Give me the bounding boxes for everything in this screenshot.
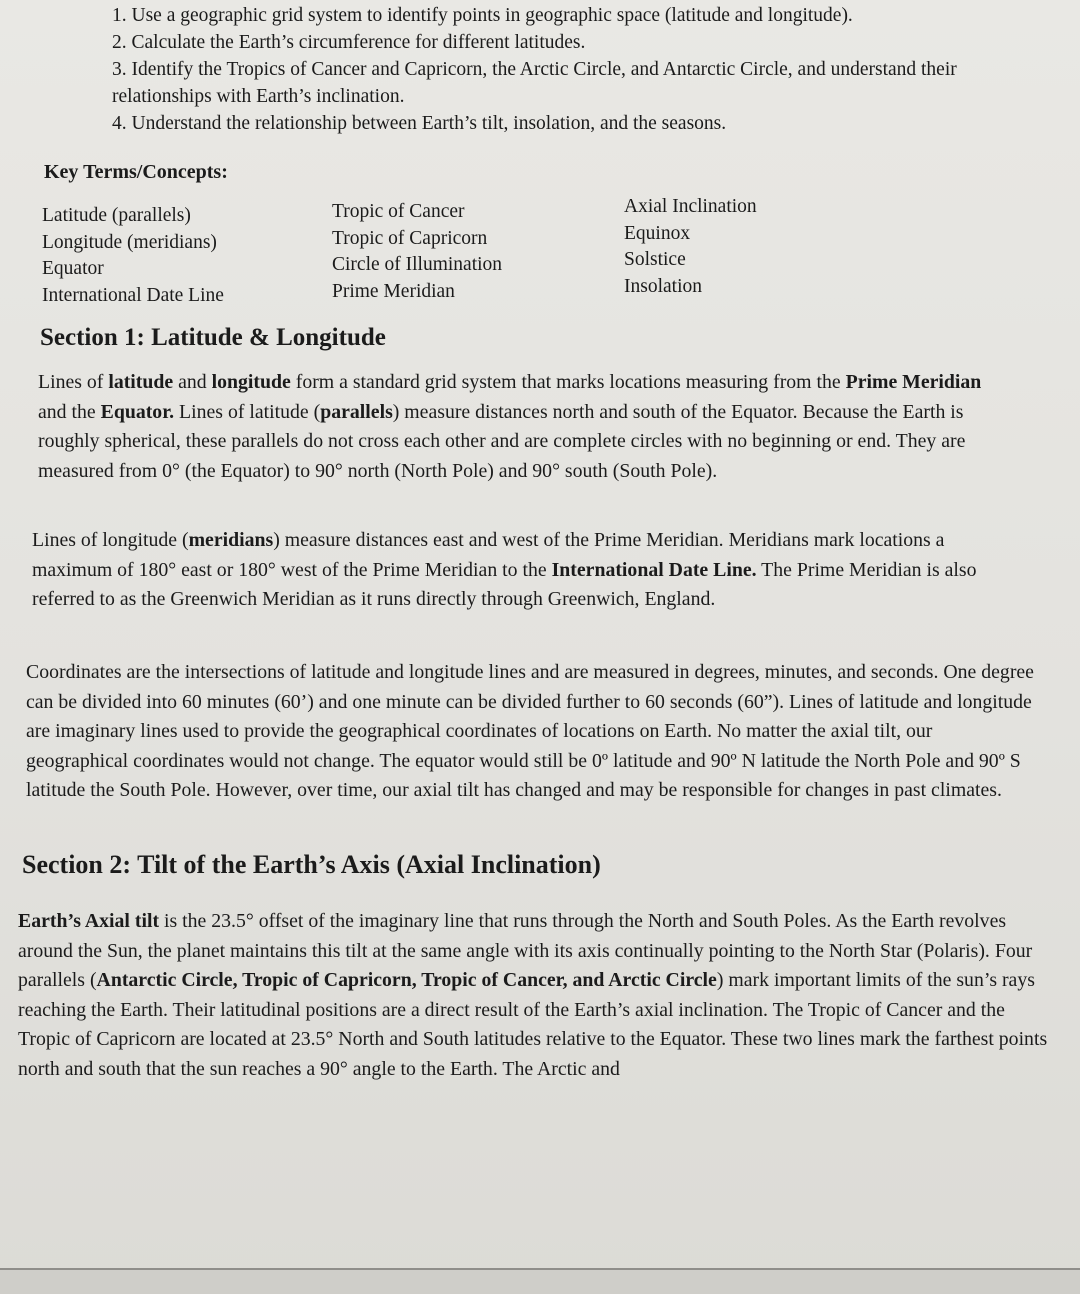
- key-term: Circle of Illumination: [332, 254, 503, 275]
- objective-item: 4. Understand the relationship between Earth’s tilt, insolation, and the seasons.: [112, 113, 727, 134]
- bold-term: parallels: [320, 400, 393, 423]
- key-terms-heading: Key Terms/Concepts:: [44, 161, 228, 183]
- text-run: and the: [38, 400, 101, 423]
- key-term: Tropic of Capricorn: [332, 227, 488, 249]
- section-1-paragraph-3: [26, 658, 1036, 806]
- objective-item: 1. Use a geographic grid system to identify points in geographic space (latitude and longitude).: [112, 5, 853, 26]
- bold-term: latitude: [108, 371, 174, 393]
- section-1-paragraph-2: [32, 526, 1022, 615]
- bold-term: Equator.: [100, 400, 175, 423]
- key-term: Equator: [42, 258, 104, 279]
- key-term: Longitude (meridians): [42, 231, 217, 253]
- bold-term: Antarctic Circle, Tropic of Capricorn, Tropic of Cancer, and Arctic Circle: [96, 969, 717, 991]
- page-bottom-strip: [0, 1270, 1080, 1294]
- key-term: Equinox: [624, 222, 691, 244]
- bold-term: Earth’s Axial tilt: [18, 910, 160, 932]
- key-term: Prime Meridian: [332, 280, 455, 302]
- bold-term: International Date Line.: [551, 558, 757, 581]
- key-term: Latitude (parallels): [42, 205, 191, 226]
- text-run: Lines of longitude (: [32, 529, 189, 551]
- key-term: International Date Line: [42, 284, 224, 306]
- text-run: ) measure distances north and south of the Equator. Because the Earth is roughly spherical, these parallels do not cross each other and are complete circles with no beginning or end. They are measured from 0° (the Equator) to 90° north (North Pole) and 90° south (South Pole).: [38, 400, 966, 482]
- key-term: Axial Inclination: [624, 196, 757, 217]
- bold-term: Prime Meridian: [845, 371, 982, 393]
- text-run: and: [173, 371, 212, 393]
- text-run: ) mark important limits of the sun’s rays reaching the Earth. Their latitudinal positions are a direct result of the Earth’s axial inclination. The Tropic of Cancer and the Tropic of Capricorn are located at 23.5° North and South latitudes relative to the Equator. These two lines mark the farthest points north and south that the sun reaches a 90° angle to the Earth. The Arctic and: [18, 969, 1048, 1080]
- key-terms-column-1: [42, 203, 224, 309]
- bold-term: meridians: [188, 529, 274, 551]
- section-1-heading: Section 1: Latitude & Longitude: [40, 324, 386, 351]
- objective-item: 2. Calculate the Earth’s circumference for different latitudes.: [112, 32, 586, 53]
- text-run: Lines of: [38, 371, 109, 393]
- section-2-heading: Section 2: Tilt of the Earth’s Axis (Axial Inclination): [22, 850, 601, 879]
- key-term: Insolation: [624, 275, 702, 297]
- key-terms-column-3: [624, 194, 757, 300]
- text-run: is the 23.5° offset of the imaginary line that runs through the North and South Poles. As the Earth revolves around the Sun, the planet maintains this tilt at the same angle with its axis continually pointing to the North Star (Polaris). Four parallels (: [18, 910, 1033, 991]
- text-run: The Prime Meridian is also referred to as the Greenwich Meridian as it runs directly through Greenwich, England.: [32, 558, 977, 610]
- objectives-list: [112, 2, 992, 137]
- key-term: Solstice: [624, 249, 686, 270]
- text-run: Lines of latitude (: [174, 400, 321, 423]
- text-run: Coordinates are the intersections of latitude and longitude lines and are measured in degrees, minutes, and seconds. One degree can be divided into 60 minutes (60’) and one minute can be divided further to 60 seconds (60”). Lines of latitude and longitude are imaginary lines used to provide the geographical coordinates of locations on Earth. No matter the axial tilt, our geographical coordinates would not change. The equator would still be 0º latitude and 90º N latitude the North Pole and 90º S latitude the South Pole. However, over time, our axial tilt has changed and may be responsible for changes in past climates.: [26, 661, 1034, 801]
- key-terms-column-2: [332, 199, 502, 305]
- text-run: ) measure distances east and west of the Prime Meridian. Meridians mark locations a maximum of 180° east or 180° west of the Prime Meridian to the: [32, 529, 945, 581]
- key-term: Tropic of Cancer: [332, 201, 465, 222]
- section-1-paragraph-1: [38, 368, 1013, 486]
- bold-term: longitude: [211, 371, 291, 393]
- section-2-paragraph-1: [18, 907, 1048, 1084]
- text-run: form a standard grid system that marks locations measuring from the: [290, 371, 846, 393]
- objective-item: 3. Identify the Tropics of Cancer and Capricorn, the Arctic Circle, and Antarctic Circle, and understand their relationships with Earth’s inclination.: [112, 59, 957, 107]
